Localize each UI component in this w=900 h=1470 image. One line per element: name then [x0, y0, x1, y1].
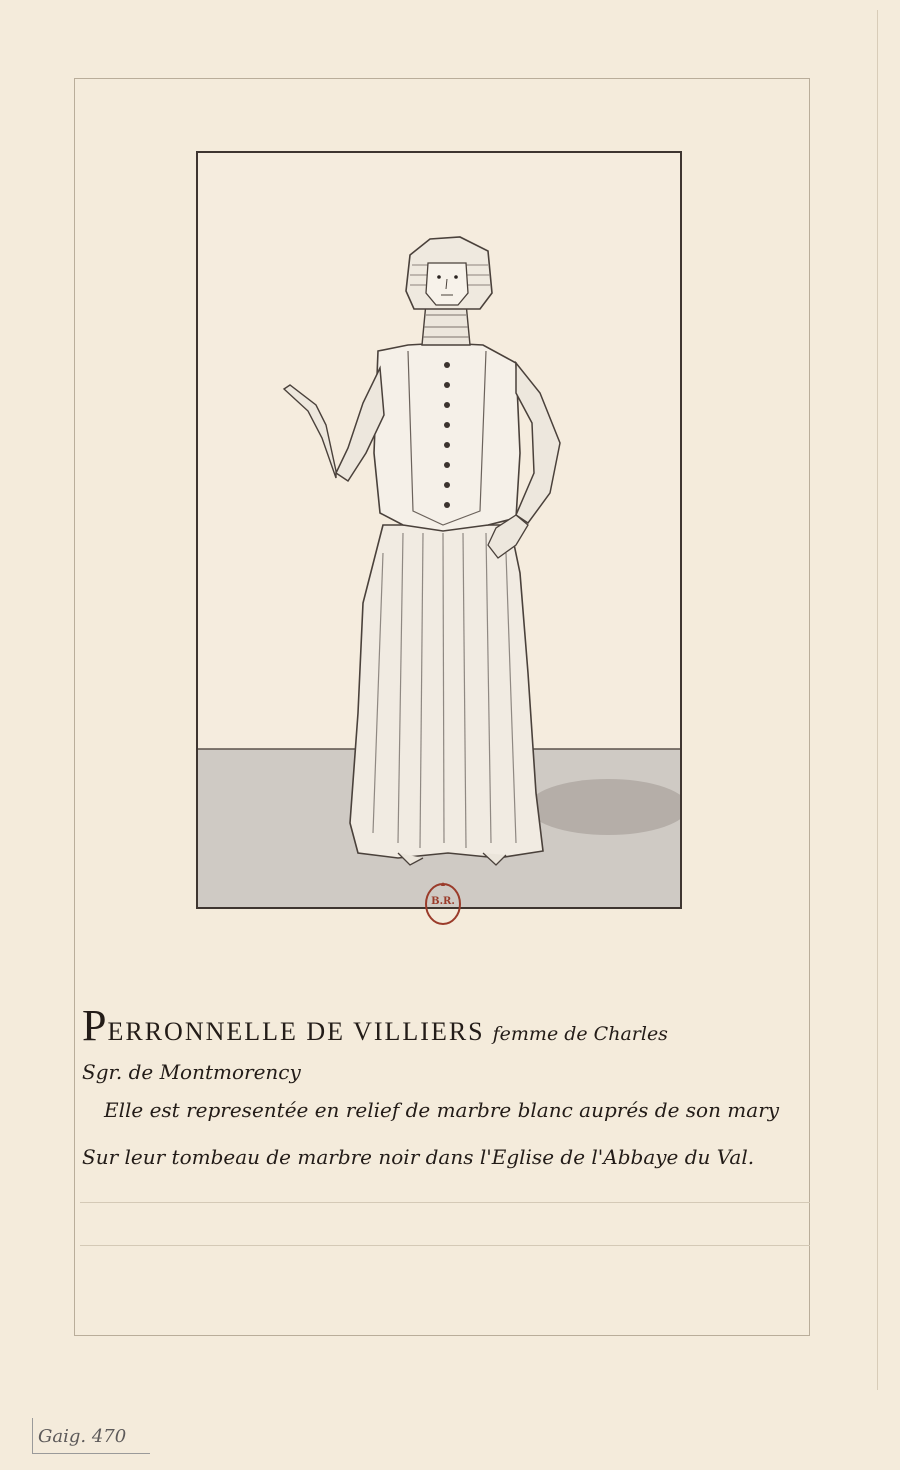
- caption-title-line: [82, 1000, 812, 1051]
- title-initial: P: [82, 1001, 108, 1050]
- inventory-number: Gaig. 470: [38, 1426, 127, 1447]
- title-name: ERRONNELLE DE VILLIERS: [107, 1017, 485, 1046]
- raised-hand: [284, 385, 336, 478]
- illustration-frame: [196, 151, 682, 909]
- ruled-line: [80, 1245, 810, 1246]
- ruled-line: [80, 1202, 810, 1203]
- gown-skirt: [350, 525, 543, 858]
- stamp-text: B.R.: [431, 896, 455, 907]
- title-subtitle: femme de Charles: [492, 1023, 668, 1045]
- lowered-arm: [516, 363, 560, 523]
- caption-line-3: Elle est representée en relief de marbre blanc auprés de son mary: [104, 1098, 780, 1122]
- library-stamp: [423, 880, 463, 926]
- figure-drawing: [198, 153, 680, 907]
- caption-line-4: Sur leur tombeau de marbre noir dans l'Eglise de l'Abbaye du Val.: [82, 1145, 755, 1169]
- caption-line-2: Sgr. de Montmorency: [82, 1060, 301, 1084]
